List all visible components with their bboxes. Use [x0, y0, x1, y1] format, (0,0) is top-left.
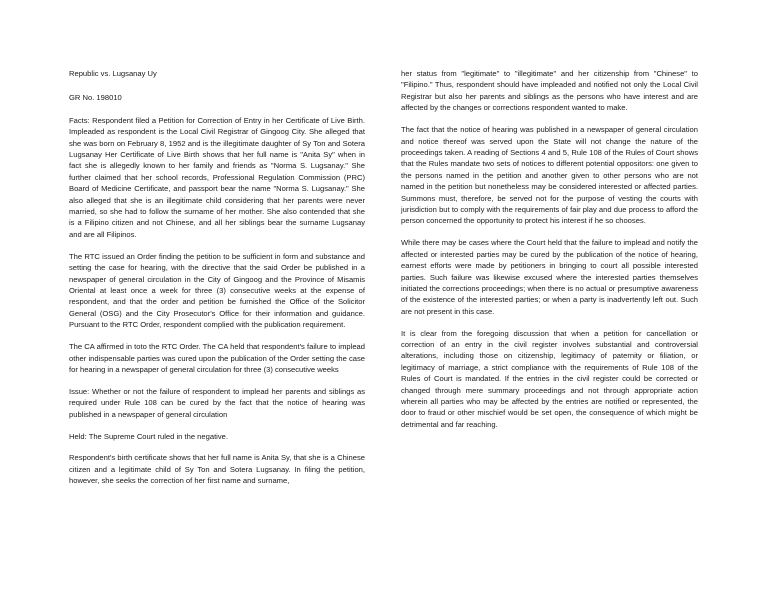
status-continuation-paragraph: her status from "legitimate" to "illegitimate" and her citizenship from "Chinese" to "Filipino." Thus, respondent should have impleaded and notified not only the Local Civil Registrar but also her parents and siblings as the persons who have interest and are affected by the changes or corrections respondent wanted to make.: [401, 69, 698, 113]
rtc-order-paragraph: The RTC issued an Order finding the petition to be sufficient in form and substance and setting the case for hearing, with the directive that the said Order be published in a newspaper of general circulation in the City of Gingoog and the Province of Misamis Oriental at least once a week for three (3) consecutive weeks at the expense of respondent, and that the order and petition be furnished the Office of the Solicitor General (OSG) and the City Prosecutor's Office for their information and guidance. Pursuant to the RTC Order, respondent complied with the publication requirement.: [69, 251, 365, 330]
left-column: [69, 68, 365, 497]
birth-certificate-paragraph: Respondent's birth certificate shows that her full name is Anita Sy, that she is a Chinese citizen and a legitimate child of Sy Ton and Sotera Lugsanay. In filing the petition, however, she seeks the correction of her first name and surname,: [69, 453, 365, 486]
case-title: Republic vs. Lugsanay Uy: [69, 69, 157, 78]
right-column: [401, 68, 698, 441]
conclusion-paragraph: It is clear from the foregoing discussion that when a petition for cancellation or correction of an entry in the civil register involves substantial and controversial alterations, including those on citizenship, legitimacy of paternity or filiation, or legitimacy of marriage, a strict compliance with the requirements of Rule 108 of the Rules of Court is mandated. If the entries in the civil register could be corrected or changed through mere summary proceedings and not through appropriate action wherein all parties who may be affected by the entries are notified or represented, the door to fraud or other mischief would be set open, the consequence of which might be detrimental and far reaching.: [401, 328, 698, 429]
case-number: GR No. 198010: [69, 93, 122, 103]
facts-paragraph: Facts: Respondent filed a Petition for Correction of Entry in her Certificate of Live Birth. Impleaded as respondent is the Local Civil Registrar of Gingoog City. She alleged that she was born on February 8, 1952 and is the illegitimate daughter of Sy Ton and Sotera Lugsanay Her Certificate of Live Birth shows that her full name is "Anita Sy" when in fact she is allegedly known to her family and friends as "Norma S. Lugsanay." She further claimed that her school records, Professional Regulation Commission (PRC) Board of Medicine Certificate, and passport bear the name "Norma S. Lugsanay." She also alleged that she is an illegitimate child considering that her parents were never married, so she had to follow the surname of her mother. She also contended that she is a Filipino citizen and not Chinese, and all her siblings bear the surname Lugsanay and are all Filipinos.: [69, 115, 365, 239]
held-paragraph: Held: The Supreme Court ruled in the negative.: [69, 431, 228, 441]
issue-paragraph: Issue: Whether or not the failure of respondent to implead her parents and siblings as required under Rule 108 can be cured by the fact that the notice of hearing was published in a newspaper of general circulation: [69, 386, 365, 419]
notice-publication-paragraph: The fact that the notice of hearing was published in a newspaper of general circulation and notice thereof was served upon the State will not change the nature of the proceedings taken. A reading of Sections 4 and 5, Rule 108 of the Rules of Court shows that the Rules mandate two sets of notices to different potential oppositors: one given to the persons named in the petition and another given to other persons who are not named in the petition but nonetheless may be considered interested or affected parties. Summons must, therefore, be served not for the purpose of vesting the courts with jurisdiction but to comply with the requirements of fair play and due process to afford the person concerned the opportunity to protect his interest if he so chooses.: [401, 125, 698, 226]
ca-ruling-paragraph: The CA affirmed in toto the RTC Order. The CA held that respondent's failure to implead other indispensable parties was cured upon the publication of the Order setting the case for hearing in a newspaper of general circulation for three (3) consecutive weeks: [69, 342, 365, 374]
exceptions-paragraph: While there may be cases where the Court held that the failure to implead and notify the affected or interested parties may be cured by the publication of the notice of hearing, earnest efforts were made by petitioners in bringing to court all possible interested parties. Such failure was likewise excused where the interested parties themselves initiated the corrections proceedings; when there is no actual or presumptive awareness of the existence of the interested parties; or when a party is inadvertently left out. Such are not present in this case.: [401, 238, 698, 316]
